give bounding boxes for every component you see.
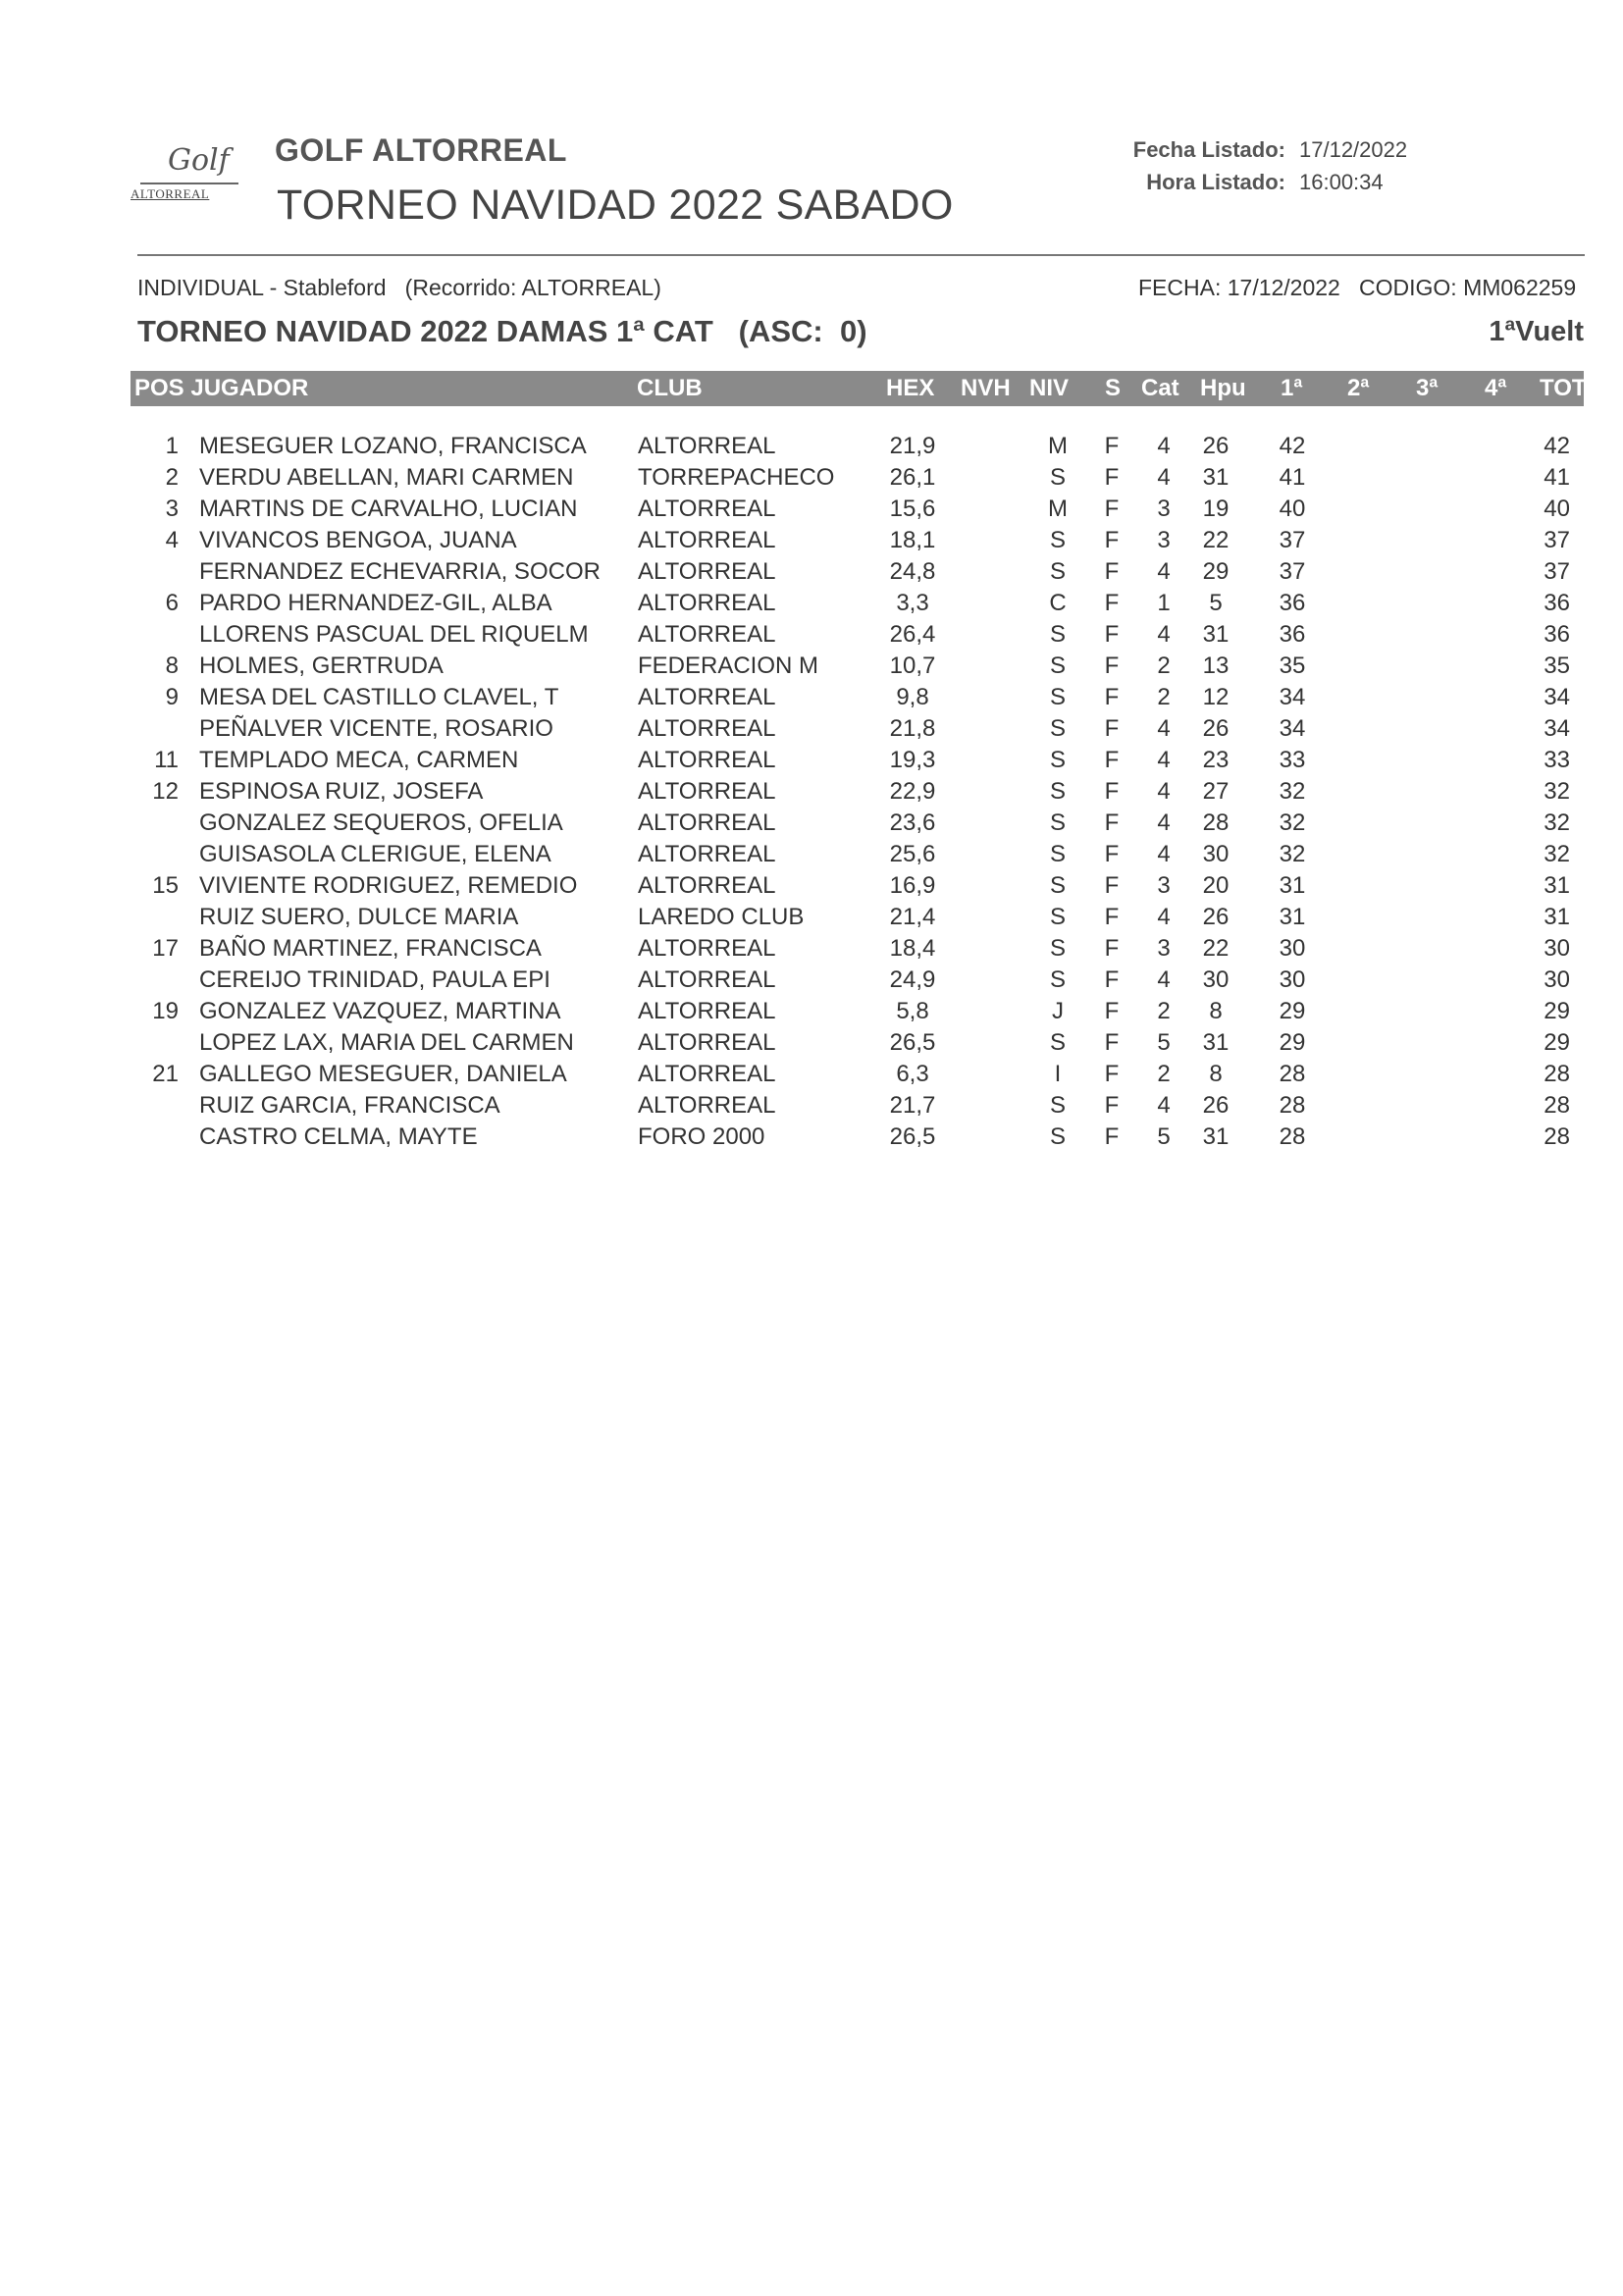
row-hpu: 27 xyxy=(1202,778,1230,805)
listing-date-label: Fecha Listado: xyxy=(1132,137,1285,162)
row-category: 4 xyxy=(1157,464,1171,491)
row-player-name: MESEGUER LOZANO, FRANCISCA xyxy=(199,433,587,459)
row-round1: 28 xyxy=(1279,1092,1306,1119)
row-club: FEDERACION M xyxy=(638,652,819,679)
row-club: ALTORREAL xyxy=(638,966,776,993)
row-round1: 34 xyxy=(1279,684,1306,710)
row-niv: S xyxy=(1049,558,1066,585)
row-round1: 30 xyxy=(1279,966,1306,993)
row-player-name: PEÑALVER VICENTE, ROSARIO xyxy=(199,715,553,742)
row-niv: S xyxy=(1049,935,1066,962)
logo-divider xyxy=(140,183,238,184)
row-niv: I xyxy=(1054,1061,1062,1087)
row-hex: 18,4 xyxy=(889,935,936,962)
row-player-name: LOPEZ LAX, MARIA DEL CARMEN xyxy=(199,1029,574,1056)
row-niv: S xyxy=(1049,809,1066,836)
row-club: ALTORREAL xyxy=(638,935,776,962)
row-niv: S xyxy=(1049,747,1066,773)
table-row xyxy=(0,872,1623,904)
row-sex: F xyxy=(1104,841,1120,867)
row-niv: S xyxy=(1049,966,1066,993)
listing-date xyxy=(1109,137,1407,163)
row-hpu: 31 xyxy=(1202,1123,1230,1150)
row-sex: F xyxy=(1104,809,1120,836)
col-hpu: Hpu xyxy=(1200,375,1246,401)
table-row xyxy=(0,684,1623,715)
table-row xyxy=(0,1123,1623,1155)
row-sex: F xyxy=(1104,496,1120,522)
row-hpu: 30 xyxy=(1202,841,1230,867)
row-sex: F xyxy=(1104,1061,1120,1087)
table-row xyxy=(0,935,1623,966)
row-hpu: 23 xyxy=(1202,747,1230,773)
row-hpu: 31 xyxy=(1202,464,1230,491)
row-club: ALTORREAL xyxy=(638,527,776,553)
row-round1: 33 xyxy=(1279,747,1306,773)
row-club: ALTORREAL xyxy=(638,558,776,585)
row-hex: 21,4 xyxy=(889,904,936,930)
row-total: 35 xyxy=(1544,652,1570,679)
row-hpu: 12 xyxy=(1202,684,1230,710)
row-player-name: GONZALEZ SEQUEROS, OFELIA xyxy=(199,809,563,836)
row-hex: 24,8 xyxy=(889,558,936,585)
row-niv: S xyxy=(1049,1123,1066,1150)
col-niv: NIV xyxy=(1029,375,1070,401)
row-position: 1 xyxy=(165,433,179,459)
row-round1: 32 xyxy=(1279,778,1306,805)
category-title: TORNEO NAVIDAD 2022 DAMAS 1ª CAT (ASC: 0) xyxy=(137,314,867,348)
row-category: 3 xyxy=(1157,872,1171,899)
row-player-name: MARTINS DE CARVALHO, LUCIAN xyxy=(199,496,578,522)
row-round1: 31 xyxy=(1279,904,1306,930)
row-club: ALTORREAL xyxy=(638,998,776,1024)
row-player-name: BAÑO MARTINEZ, FRANCISCA xyxy=(199,935,542,962)
row-sex: F xyxy=(1104,747,1120,773)
row-position: 8 xyxy=(165,652,179,679)
row-club: TORREPACHECO xyxy=(638,464,835,491)
row-player-name: LLORENS PASCUAL DEL RIQUELM xyxy=(199,621,589,648)
row-niv: S xyxy=(1049,684,1066,710)
row-player-name: MESA DEL CASTILLO CLAVEL, T xyxy=(199,684,559,710)
row-position: 12 xyxy=(152,778,179,805)
row-hpu: 8 xyxy=(1209,998,1223,1024)
row-total: 32 xyxy=(1544,809,1570,836)
competition-format: INDIVIDUAL - Stableford (Recorrido: ALTORREAL) xyxy=(137,275,661,300)
row-hex: 5,8 xyxy=(896,998,929,1024)
row-hex: 3,3 xyxy=(896,590,929,616)
row-sex: F xyxy=(1104,966,1120,993)
table-row xyxy=(0,1092,1623,1123)
row-category: 1 xyxy=(1157,590,1171,616)
row-niv: S xyxy=(1049,1029,1066,1056)
row-niv: S xyxy=(1049,841,1066,867)
row-position: 2 xyxy=(165,464,179,491)
row-hpu: 19 xyxy=(1202,496,1230,522)
row-club: ALTORREAL xyxy=(638,872,776,899)
row-total: 37 xyxy=(1544,527,1570,553)
table-row xyxy=(0,433,1623,464)
row-hex: 16,9 xyxy=(889,872,936,899)
table-row xyxy=(0,496,1623,527)
row-club: ALTORREAL xyxy=(638,809,776,836)
row-hex: 25,6 xyxy=(889,841,936,867)
table-row xyxy=(0,966,1623,998)
row-niv: S xyxy=(1049,715,1066,742)
row-hpu: 31 xyxy=(1202,621,1230,648)
row-sex: F xyxy=(1104,1092,1120,1119)
row-total: 36 xyxy=(1544,621,1570,648)
row-position: 6 xyxy=(165,590,179,616)
row-club: ALTORREAL xyxy=(638,1061,776,1087)
row-hex: 10,7 xyxy=(889,652,936,679)
table-row xyxy=(0,621,1623,652)
row-sex: F xyxy=(1104,652,1120,679)
row-total: 28 xyxy=(1544,1123,1570,1150)
row-sex: F xyxy=(1104,904,1120,930)
row-category: 4 xyxy=(1157,1092,1171,1119)
row-club: ALTORREAL xyxy=(638,496,776,522)
row-hpu: 13 xyxy=(1202,652,1230,679)
col-round1: 1ª xyxy=(1281,375,1303,401)
listing-date-value: 17/12/2022 xyxy=(1299,137,1408,162)
row-club: ALTORREAL xyxy=(638,841,776,867)
table-row xyxy=(0,715,1623,747)
row-hpu: 5 xyxy=(1209,590,1223,616)
table-row xyxy=(0,1029,1623,1061)
row-hex: 24,9 xyxy=(889,966,936,993)
row-sex: F xyxy=(1104,872,1120,899)
col-cat: Cat xyxy=(1141,375,1179,401)
col-round4: 4ª xyxy=(1485,375,1507,401)
row-player-name: RUIZ GARCIA, FRANCISCA xyxy=(199,1092,500,1119)
header-divider xyxy=(137,254,1585,256)
row-category: 4 xyxy=(1157,558,1171,585)
row-category: 2 xyxy=(1157,684,1171,710)
row-category: 4 xyxy=(1157,966,1171,993)
row-player-name: HOLMES, GERTRUDA xyxy=(199,652,444,679)
table-row xyxy=(0,652,1623,684)
col-hex: HEX xyxy=(886,375,935,401)
row-club: ALTORREAL xyxy=(638,1092,776,1119)
row-sex: F xyxy=(1104,1123,1120,1150)
row-hex: 15,6 xyxy=(889,496,936,522)
row-niv: M xyxy=(1048,496,1068,522)
row-club: ALTORREAL xyxy=(638,433,776,459)
row-hpu: 22 xyxy=(1202,527,1230,553)
row-total: 32 xyxy=(1544,778,1570,805)
row-round1: 37 xyxy=(1279,527,1306,553)
row-niv: S xyxy=(1049,872,1066,899)
row-total: 37 xyxy=(1544,558,1570,585)
table-row xyxy=(0,841,1623,872)
row-niv: S xyxy=(1049,527,1066,553)
row-position: 17 xyxy=(152,935,179,962)
row-sex: F xyxy=(1104,998,1120,1024)
table-header xyxy=(131,371,1587,406)
row-position: 21 xyxy=(152,1061,179,1087)
row-hpu: 20 xyxy=(1202,872,1230,899)
col-total: TOT xyxy=(1540,375,1587,401)
row-hex: 19,3 xyxy=(889,747,936,773)
row-player-name: ESPINOSA RUIZ, JOSEFA xyxy=(199,778,484,805)
row-round1: 30 xyxy=(1279,935,1306,962)
row-position: 4 xyxy=(165,527,179,553)
row-hpu: 26 xyxy=(1202,715,1230,742)
row-total: 40 xyxy=(1544,496,1570,522)
row-hpu: 8 xyxy=(1209,1061,1223,1087)
logo-wordmark: ALTORREAL xyxy=(131,186,210,201)
row-player-name: GONZALEZ VAZQUEZ, MARTINA xyxy=(199,998,561,1024)
row-category: 4 xyxy=(1157,433,1171,459)
row-position: 15 xyxy=(152,872,179,899)
row-player-name: CASTRO CELMA, MAYTE xyxy=(199,1123,478,1150)
row-niv: S xyxy=(1049,652,1066,679)
row-hex: 21,8 xyxy=(889,715,936,742)
row-niv: S xyxy=(1049,464,1066,491)
row-round1: 28 xyxy=(1279,1123,1306,1150)
row-sex: F xyxy=(1104,684,1120,710)
row-club: ALTORREAL xyxy=(638,778,776,805)
row-player-name: VIVANCOS BENGOA, JUANA xyxy=(199,527,517,553)
row-category: 2 xyxy=(1157,1061,1171,1087)
row-club: ALTORREAL xyxy=(638,1029,776,1056)
row-category: 3 xyxy=(1157,496,1171,522)
row-player-name: TEMPLADO MECA, CARMEN xyxy=(199,747,519,773)
row-sex: F xyxy=(1104,558,1120,585)
row-round1: 32 xyxy=(1279,841,1306,867)
col-round3: 3ª xyxy=(1416,375,1439,401)
row-round1: 42 xyxy=(1279,433,1306,459)
table-row xyxy=(0,809,1623,841)
row-hpu: 22 xyxy=(1202,935,1230,962)
table-row xyxy=(0,558,1623,590)
row-hex: 9,8 xyxy=(896,684,929,710)
row-category: 4 xyxy=(1157,715,1171,742)
row-hex: 23,6 xyxy=(889,809,936,836)
row-hpu: 31 xyxy=(1202,1029,1230,1056)
row-total: 32 xyxy=(1544,841,1570,867)
row-niv: S xyxy=(1049,1092,1066,1119)
table-row xyxy=(0,590,1623,621)
row-hex: 26,5 xyxy=(889,1029,936,1056)
row-player-name: FERNANDEZ ECHEVARRIA, SOCOR xyxy=(199,558,601,585)
row-sex: F xyxy=(1104,590,1120,616)
row-hex: 6,3 xyxy=(896,1061,929,1087)
row-round1: 36 xyxy=(1279,621,1306,648)
row-player-name: GALLEGO MESEGUER, DANIELA xyxy=(199,1061,567,1087)
listing-time-value: 16:00:34 xyxy=(1299,170,1384,194)
tournament-title: TORNEO NAVIDAD 2022 SABADO xyxy=(277,182,954,229)
row-category: 4 xyxy=(1157,841,1171,867)
row-hex: 26,1 xyxy=(889,464,936,491)
row-round1: 28 xyxy=(1279,1061,1306,1087)
row-round1: 29 xyxy=(1279,998,1306,1024)
row-position: 9 xyxy=(165,684,179,710)
row-position: 3 xyxy=(165,496,179,522)
row-sex: F xyxy=(1104,715,1120,742)
row-total: 28 xyxy=(1544,1061,1570,1087)
row-category: 3 xyxy=(1157,527,1171,553)
row-total: 34 xyxy=(1544,684,1570,710)
row-sex: F xyxy=(1104,935,1120,962)
row-club: FORO 2000 xyxy=(638,1123,765,1150)
row-sex: F xyxy=(1104,621,1120,648)
row-hpu: 29 xyxy=(1202,558,1230,585)
row-hpu: 30 xyxy=(1202,966,1230,993)
row-niv: J xyxy=(1052,998,1064,1024)
col-nvh: NVH xyxy=(961,375,1011,401)
row-total: 41 xyxy=(1544,464,1570,491)
row-sex: F xyxy=(1104,433,1120,459)
row-category: 4 xyxy=(1157,747,1171,773)
row-player-name: VERDU ABELLAN, MARI CARMEN xyxy=(199,464,574,491)
row-category: 3 xyxy=(1157,935,1171,962)
round-label: 1ªVuelt xyxy=(1489,316,1584,347)
table-row xyxy=(0,1061,1623,1092)
row-hex: 26,4 xyxy=(889,621,936,648)
club-name: GOLF ALTORREAL xyxy=(275,132,567,168)
row-player-name: RUIZ SUERO, DULCE MARIA xyxy=(199,904,519,930)
row-total: 33 xyxy=(1544,747,1570,773)
row-round1: 37 xyxy=(1279,558,1306,585)
row-round1: 29 xyxy=(1279,1029,1306,1056)
competition-date-code: FECHA: 17/12/2022 CODIGO: MM062259 xyxy=(1138,275,1577,300)
row-round1: 40 xyxy=(1279,496,1306,522)
logo-script: Golf xyxy=(168,143,230,178)
row-hpu: 26 xyxy=(1202,904,1230,930)
table-row xyxy=(0,464,1623,496)
col-club: CLUB xyxy=(637,375,703,401)
row-category: 5 xyxy=(1157,1029,1171,1056)
listing-time xyxy=(1109,170,1384,195)
row-category: 2 xyxy=(1157,998,1171,1024)
table-row xyxy=(0,998,1623,1029)
row-position: 19 xyxy=(152,998,179,1024)
table-row xyxy=(0,778,1623,809)
row-niv: C xyxy=(1049,590,1067,616)
row-sex: F xyxy=(1104,464,1120,491)
row-hex: 22,9 xyxy=(889,778,936,805)
row-club: ALTORREAL xyxy=(638,715,776,742)
row-hpu: 26 xyxy=(1202,1092,1230,1119)
golf-club-logo xyxy=(131,143,240,212)
col-pos-jugador: POS JUGADOR xyxy=(134,375,309,401)
row-round1: 31 xyxy=(1279,872,1306,899)
row-round1: 32 xyxy=(1279,809,1306,836)
row-total: 29 xyxy=(1544,1029,1570,1056)
row-total: 30 xyxy=(1544,935,1570,962)
row-category: 4 xyxy=(1157,778,1171,805)
row-total: 34 xyxy=(1544,715,1570,742)
row-club: ALTORREAL xyxy=(638,621,776,648)
row-hex: 21,9 xyxy=(889,433,936,459)
row-round1: 36 xyxy=(1279,590,1306,616)
row-total: 29 xyxy=(1544,998,1570,1024)
row-hex: 21,7 xyxy=(889,1092,936,1119)
row-category: 2 xyxy=(1157,652,1171,679)
row-round1: 35 xyxy=(1279,652,1306,679)
row-player-name: GUISASOLA CLERIGUE, ELENA xyxy=(199,841,551,867)
row-category: 4 xyxy=(1157,621,1171,648)
row-club: ALTORREAL xyxy=(638,590,776,616)
row-total: 42 xyxy=(1544,433,1570,459)
row-sex: F xyxy=(1104,778,1120,805)
row-round1: 34 xyxy=(1279,715,1306,742)
row-hpu: 26 xyxy=(1202,433,1230,459)
table-row xyxy=(0,747,1623,778)
row-round1: 41 xyxy=(1279,464,1306,491)
row-player-name: PARDO HERNANDEZ-GIL, ALBA xyxy=(199,590,552,616)
row-category: 5 xyxy=(1157,1123,1171,1150)
row-player-name: VIVIENTE RODRIGUEZ, REMEDIO xyxy=(199,872,578,899)
row-sex: F xyxy=(1104,1029,1120,1056)
row-niv: S xyxy=(1049,904,1066,930)
row-hpu: 28 xyxy=(1202,809,1230,836)
row-club: LAREDO CLUB xyxy=(638,904,805,930)
row-category: 4 xyxy=(1157,904,1171,930)
row-total: 31 xyxy=(1544,904,1570,930)
row-niv: M xyxy=(1048,433,1068,459)
row-sex: F xyxy=(1104,527,1120,553)
row-position: 11 xyxy=(154,747,179,773)
row-club: ALTORREAL xyxy=(638,684,776,710)
row-total: 31 xyxy=(1544,872,1570,899)
row-niv: S xyxy=(1049,778,1066,805)
table-row xyxy=(0,904,1623,935)
row-player-name: CEREIJO TRINIDAD, PAULA EPI xyxy=(199,966,550,993)
row-total: 30 xyxy=(1544,966,1570,993)
row-hex: 18,1 xyxy=(889,527,936,553)
row-total: 36 xyxy=(1544,590,1570,616)
table-row xyxy=(0,527,1623,558)
col-round2: 2ª xyxy=(1347,375,1370,401)
row-hex: 26,5 xyxy=(889,1123,936,1150)
row-niv: S xyxy=(1049,621,1066,648)
listing-time-label: Hora Listado: xyxy=(1146,170,1285,194)
row-category: 4 xyxy=(1157,809,1171,836)
row-club: ALTORREAL xyxy=(638,747,776,773)
row-total: 28 xyxy=(1544,1092,1570,1119)
col-s: S xyxy=(1105,375,1122,401)
